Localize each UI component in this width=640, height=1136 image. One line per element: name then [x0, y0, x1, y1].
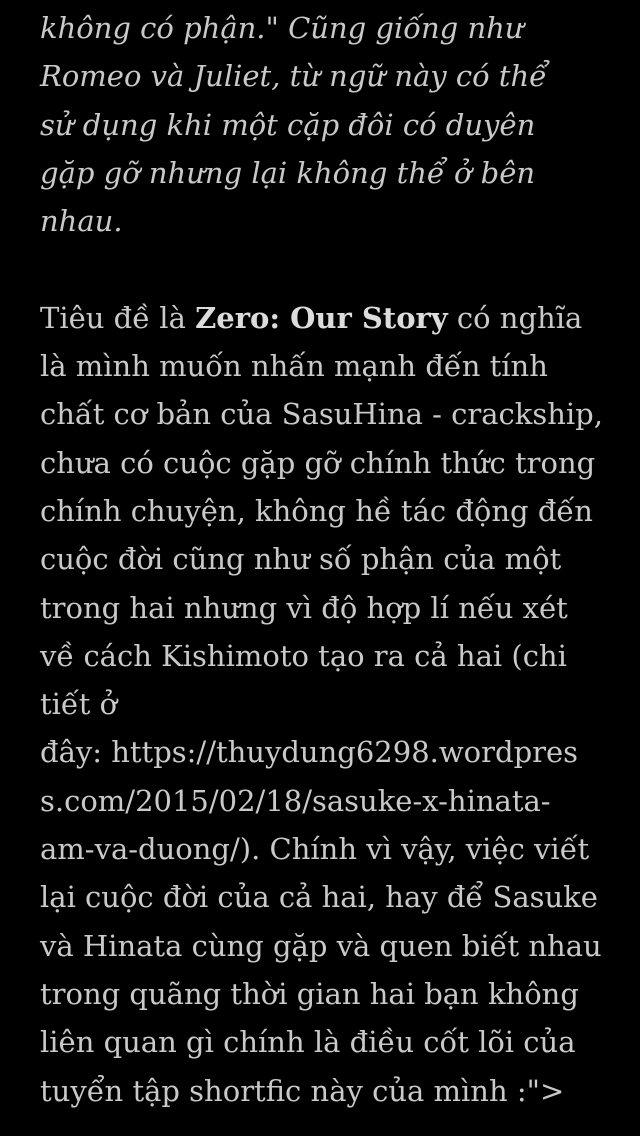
paragraph-spacer	[40, 245, 600, 293]
story-title: Zero: Our Story	[195, 300, 448, 335]
text-line: cuộc đời cũng như số phận của một	[40, 542, 562, 577]
text-line: là mình muốn nhấn mạnh đến tính	[40, 349, 548, 384]
text-line: Romeo và Juliet, từ ngữ này có thể	[40, 59, 547, 94]
reader-content	[40, 4, 603, 1115]
text-line: tiết ở	[40, 687, 118, 722]
text-line: lại cuộc đời của cả hai, hay để Sasuke	[40, 880, 598, 915]
link-text-line: s.com/2015/02/18/sasuke-x-hinata-	[40, 783, 551, 818]
main-paragraph	[40, 294, 603, 1115]
text-line: chưa có cuộc gặp gỡ chính thức trong	[40, 445, 596, 480]
text-line: sử dụng khi một cặp đôi có duyên	[40, 107, 536, 142]
text-line: nhau.	[40, 204, 123, 239]
text-line: am-va-duong/). Chính vì vậy, việc viết	[40, 832, 590, 867]
title-line	[40, 294, 600, 342]
text-line: không có phận." Cũng giống như	[40, 11, 524, 45]
italic-paragraph	[40, 4, 600, 245]
text-line: trong hai nhưng vì độ hợp lí nếu xét	[40, 590, 568, 625]
text-line: và Hinata cùng gặp và quen biết nhau	[40, 928, 602, 963]
text-line: về cách Kishimoto tạo ra cả hai (chi	[40, 638, 567, 673]
text-line: liên quan gì chính là điều cốt lõi của	[40, 1025, 576, 1060]
text-line: chất cơ bản của SasuHina - crackship,	[40, 397, 603, 432]
text-line: gặp gỡ nhưng lại không thể ở bên	[40, 155, 536, 190]
title-prefix: Tiêu đề là	[40, 300, 196, 335]
text-line: tuyển tập shortfic này của mình :">	[40, 1073, 565, 1108]
title-suffix: có nghĩa	[447, 300, 583, 335]
text-line: chính chuyện, không hề tác động đến	[40, 493, 593, 528]
link-text-line: đây: https://thuydung6298.wordpres	[40, 735, 579, 770]
text-line: trong quãng thời gian hai bạn không	[40, 976, 579, 1011]
